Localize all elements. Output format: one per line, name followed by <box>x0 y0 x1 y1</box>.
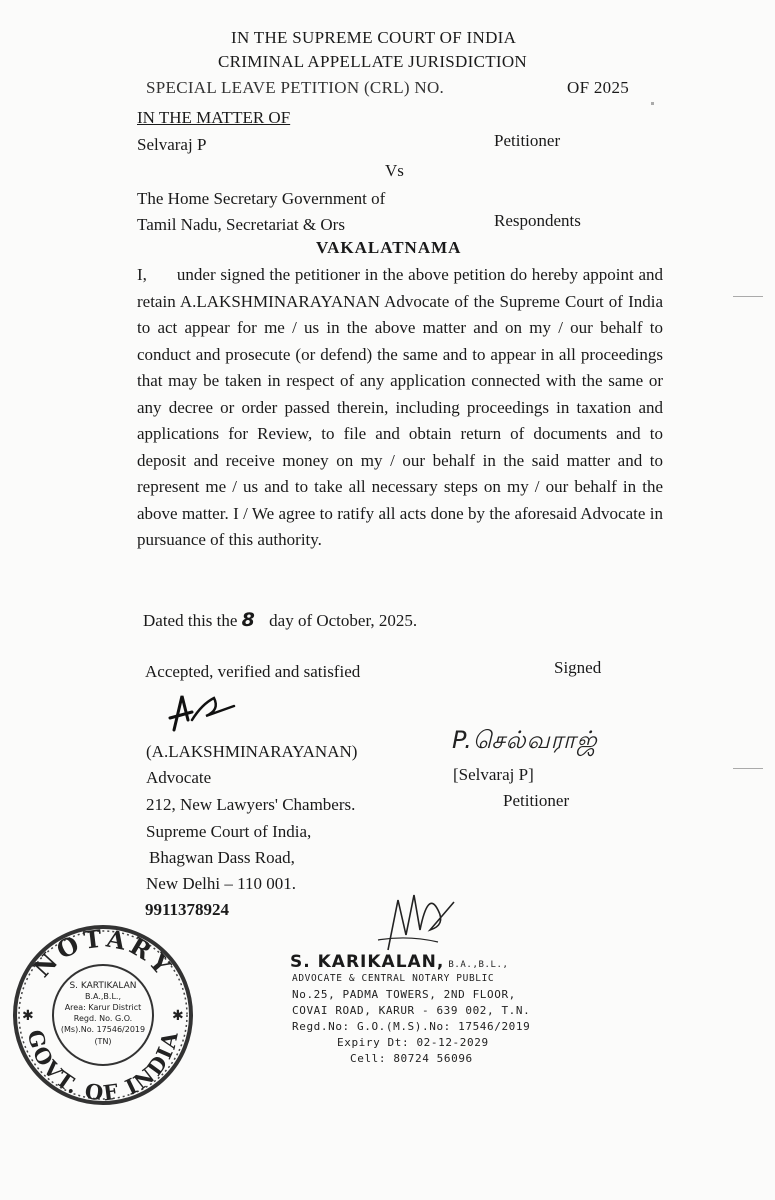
court-name: IN THE SUPREME COURT OF INDIA <box>231 28 517 47</box>
petitioner-sign-role: Petitioner <box>503 791 570 810</box>
petition-year: OF 2025 <box>567 78 630 97</box>
versus: Vs <box>385 161 404 180</box>
seal-line-3: Area: Karur District <box>64 1003 142 1012</box>
seal-line-4: Regd. No. G.O. <box>73 1014 133 1023</box>
document-title: VAKALATNAMA <box>316 238 462 257</box>
petitioner-name: Selvaraj P <box>137 135 207 154</box>
notary-stamp-line-6: Cell: 80724 56096 <box>350 1052 473 1065</box>
seal-bottom-text: GOVT. OF INDIA <box>22 1027 184 1106</box>
notary-stamp-line-4: Regd.No: G.O.(M.S).No: 17546/2019 <box>292 1020 531 1033</box>
respondent-line-1: The Home Secretary Government of <box>137 189 386 208</box>
advocate-designation: Advocate <box>146 768 212 787</box>
petitioner-role: Petitioner <box>494 131 561 150</box>
scan-mark <box>733 296 763 297</box>
advocate-address-4: New Delhi – 110 001. <box>146 874 296 893</box>
seal-line-5: (Ms).No. 17546/2019 <box>60 1025 146 1034</box>
respondent-line-2: Tamil Nadu, Secretariat & Ors <box>137 215 345 234</box>
seal-star-right-icon: ✱ <box>172 1009 184 1024</box>
seal-line-1: S. KARTIKALAN <box>69 981 137 991</box>
seal-line-6: (TN) <box>94 1037 112 1046</box>
advocate-name: (A.LAKSHMINARAYANAN) <box>146 742 358 761</box>
notary-stamp-line-3: COVAI ROAD, KARUR - 639 002, T.N. <box>292 1004 531 1017</box>
body-lead: I, <box>137 265 147 284</box>
notary-stamp-line-2: No.25, PADMA TOWERS, 2ND FLOOR, <box>292 988 516 1001</box>
svg-text:NOTARY <box>27 923 179 982</box>
notary-signature <box>368 880 468 960</box>
notary-stamp <box>290 952 509 972</box>
seal-top-text: NOTARY <box>27 923 180 983</box>
dated-prefix: Dated this the <box>143 611 238 630</box>
scan-mark <box>651 102 654 105</box>
petitioner-signature: P.செல்வராஜ் <box>452 726 598 754</box>
advocate-signature <box>162 690 252 740</box>
advocate-address-3: Bhagwan Dass Road, <box>149 848 295 867</box>
notary-seal-graphic <box>8 920 198 1110</box>
body-text: under signed the petitioner in the above petition do hereby appoint and retain A.LAKSHMINARAYANAN Advocate of the Supreme Court of India to act appear for me / us in the above matter and on my / our behalf to conduct and prosecute (or defend) the same and to appear in all proceedings that may be taken in respect of any application connected with the same or any decree or order passed therein, including proceedings in taxation and applications for Review, to file and obtain return of documents and to deposit and receive money on my / our behalf in the said matter and to represent me / us and to take all necessary steps on my / our behalf in the above matter. I / We agree to ratify all acts done by the aforesaid Advocate in pursuance of this authority. <box>137 265 663 549</box>
notary-stamp-degree: B.A.,B.L., <box>448 960 509 970</box>
notary-stamp-name: S. KARIKALAN, <box>290 952 445 972</box>
seal-line-2: B.A.,B.L., <box>84 992 122 1001</box>
dated-line <box>143 609 417 631</box>
petition-type: SPECIAL LEAVE PETITION (CRL) NO. <box>146 78 445 97</box>
jurisdiction: CRIMINAL APPELLATE JURISDICTION <box>218 52 528 71</box>
notary-stamp-line-1: ADVOCATE & CENTRAL NOTARY PUBLIC <box>292 973 495 984</box>
scan-mark <box>733 768 763 769</box>
advocate-phone: 9911378924 <box>145 900 230 919</box>
notary-stamp-line-5: Expiry Dt: 02-12-2029 <box>337 1036 489 1049</box>
notary-seal <box>8 920 198 1110</box>
respondent-role: Respondents <box>494 211 581 230</box>
advocate-address-2: Supreme Court of India, <box>146 822 312 841</box>
matter-heading: IN THE MATTER OF <box>137 108 291 127</box>
signed-label: Signed <box>554 658 602 677</box>
dated-day: 8 <box>241 609 255 631</box>
petitioner-sign-name: [Selvaraj P] <box>453 765 534 784</box>
advocate-address-1: 212, New Lawyers' Chambers. <box>146 795 356 814</box>
authority-paragraph <box>137 262 663 554</box>
seal-star-left-icon: ✱ <box>22 1009 34 1024</box>
dated-suffix: day of October, 2025. <box>269 611 418 630</box>
accepted-line: Accepted, verified and satisfied <box>145 662 361 681</box>
